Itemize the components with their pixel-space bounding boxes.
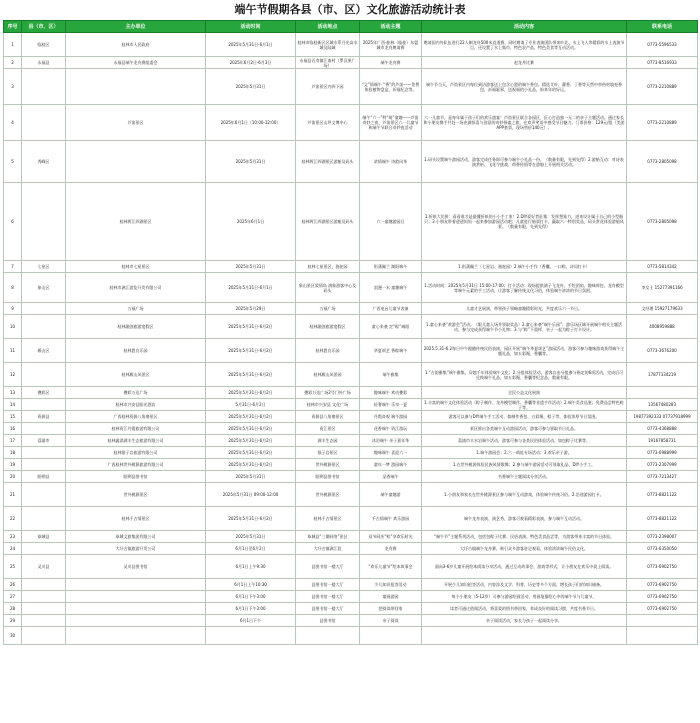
- cell-time: 2025年5月31日-6月2日: [206, 387, 296, 399]
- cell-organizer: 大圩古镇旅游开发公司: [66, 543, 206, 555]
- table-row: [4, 363, 698, 387]
- cell-place: 万福广场: [296, 303, 360, 315]
- cell-organizer: 芦笛景区: [66, 105, 206, 141]
- cell-theme: 轻奢端午 乐享一夏: [360, 399, 422, 411]
- cell-content: 面向3-6岁儿童开展绘本阅读分享活动，通过互动故事会、游戏等形式，让小朋友在欢乐中爱上阅读。: [422, 555, 627, 579]
- cell-time: 2025年5月31日: [206, 531, 296, 543]
- cell-time: 2025年5月31日-6月2日: [206, 507, 296, 531]
- header-content: 活动内容: [422, 21, 627, 33]
- cell-organizer: [66, 603, 206, 615]
- cell-theme: 品香端午: [360, 471, 422, 483]
- table-body: [4, 33, 698, 645]
- cell-place: 桂林千古情景区: [296, 507, 360, 531]
- cell-county: [22, 183, 66, 261]
- cell-phone: 19167858731: [627, 435, 698, 447]
- cell-theme: 丹霞奇观 端午游园: [360, 411, 422, 423]
- cell-place: 桂林市临桂新区区域水系月光岛水域及陆域: [296, 33, 360, 57]
- cell-phone: 0773-2805098: [627, 183, 698, 261]
- table-row: [4, 627, 698, 645]
- cell-theme: 趣味端午 喜迎六一: [360, 447, 422, 459]
- table-row: [4, 603, 698, 615]
- cell-place: 县图书馆一楼大厅: [296, 603, 360, 615]
- cell-content: 亲子阅读活动，家长与孩子一起阅读分享。: [422, 615, 627, 627]
- cell-place: [296, 627, 360, 645]
- cell-phone: 0773-5814342: [627, 261, 698, 273]
- cell-organizer: 恭城文旅集团有限公司: [66, 531, 206, 543]
- cell-county: [22, 615, 66, 627]
- cell-content: “端午节”主题系列活动，包括包粽子比赛、民俗表演、特色美食品尝等，为游客带来丰富的节日体验。: [422, 531, 627, 543]
- cell-theme: 双节同庆“粽”享欢乐时光: [360, 531, 422, 543]
- cell-county: [22, 579, 66, 591]
- cell-organizer: 桂林银子岩旅游有限公司: [66, 447, 206, 459]
- cell-organizer: 阳朔县图书馆: [66, 471, 206, 483]
- cell-time: 2025年5月31日-6月2日: [206, 315, 296, 339]
- table-header-row: [4, 21, 698, 33]
- cell-time: 2025年6月1日（10:00-12:00）: [206, 105, 296, 141]
- cell-content: 邀请国内外队伍进行22人制龙舟500米直道赛，同时邀请了专业表演团队带来叶北、水上飞人等精彩的水上表演节目，还设置了水上集市、特色农产品、特色美食等互动活动。: [422, 33, 627, 57]
- cell-seq: 22: [4, 507, 22, 531]
- cell-county: [22, 603, 66, 615]
- cell-organizer: 桂林融创旅游度假区: [66, 315, 206, 339]
- cell-place: 桂林雁山风景园: [296, 363, 360, 387]
- cell-time: 2025年5月31日: [206, 69, 296, 105]
- cell-theme: 把阅读带回家: [360, 603, 422, 615]
- table-row: [4, 261, 698, 273]
- table-row: [4, 183, 698, 261]
- cell-content: 六一儿童节，是每年属于孩子们的欢乐盛宴！芦笛景区联合各园区，匠心打造独一无二的亲子主题活动。通过家长和小朋友携手共赴一场充满惊喜与创意的奇妙探索之旅，在欢声笑语中感受节日魅力。门票价格：129元/组（美团APP套票，现场售价140元）。: [422, 105, 627, 141]
- cell-time: 2025年5月31日-6月1日: [206, 33, 296, 57]
- cell-theme: 趣味端午 欢动叠彩: [360, 387, 422, 399]
- cell-seq: 5: [4, 141, 22, 183]
- cell-theme: 端午雅集: [360, 363, 422, 387]
- cell-seq: 7: [4, 261, 22, 273]
- cell-county: 恭城县: [22, 531, 66, 543]
- cell-seq: 26: [4, 579, 22, 591]
- cell-place: 桂林愚自乐园: [296, 339, 360, 363]
- cell-content: 1.端午游园会；2.六一萌娃专场活动；3.欢乐亲子游。: [422, 447, 627, 459]
- cell-content: 书香端午主题阅读分享活动。: [422, 471, 627, 483]
- cell-seq: 21: [4, 483, 22, 507]
- cell-seq: 25: [4, 555, 22, 579]
- table-row: [4, 315, 698, 339]
- cell-theme: 花香端午 资江游玩: [360, 423, 422, 435]
- cell-phone: 13567480283: [627, 399, 698, 411]
- cell-organizer: 桂林市人民政府: [66, 33, 206, 57]
- cell-content: 赵龙舟比赛: [422, 57, 627, 69]
- cell-phone: 0773-6902750: [627, 555, 698, 579]
- header-seq: 序号: [4, 21, 22, 33]
- cell-place: 世外桃源景区: [296, 483, 360, 507]
- cell-content: 1.码头设置端午游园活动，游客完成任务即可参与端午小礼品一份。（数量有限，先到先得）2.游船互动：对诗表演赏析、飞花令挑战、荷香传情等在游船上开展相关活动。: [422, 141, 627, 183]
- header-county: 县（市、区）: [22, 21, 66, 33]
- table-row: [4, 339, 698, 363]
- cell-theme: 少儿知识抢答活动: [360, 579, 422, 591]
- cell-time: 6月1日下午3:00: [206, 591, 296, 603]
- cell-seq: 28: [4, 603, 22, 615]
- cell-theme: “欢乐儿童节”绘本故事会: [360, 555, 422, 579]
- cell-content: 每个小朋友（5-12岁）可参与游园绘画活动，用画笔描绘心中的端午节与儿童节。: [422, 591, 627, 603]
- cell-time: 2025年5月31日-6月2日: [206, 435, 296, 447]
- cell-place: 满丰生态园: [296, 435, 360, 447]
- cell-county: [22, 363, 66, 387]
- cell-county: [22, 315, 66, 339]
- cell-seq: 29: [4, 615, 22, 627]
- cell-content: 1.在世外桃源体验民族风情歌舞；2.参与端午游园活动可领取礼品，DIY小手工。: [422, 459, 627, 471]
- cell-organizer: 广西桂林资源八角寨景区: [66, 411, 206, 423]
- cell-place: 县图书馆: [296, 615, 360, 627]
- cell-time: 2025年5月31日-6月2日: [206, 447, 296, 459]
- cell-phone: 0773-6902750: [627, 603, 698, 615]
- cell-theme: 童心来袭 定“粽”端阳: [360, 315, 422, 339]
- cell-organizer: [66, 615, 206, 627]
- cell-theme: [360, 627, 422, 645]
- cell-time: 2025年5月31日-6月2日: [206, 411, 296, 423]
- table-row: [4, 591, 698, 603]
- cell-content: 景区推出各类端午互动游园活动，游客可参与领取节日礼品。: [422, 423, 627, 435]
- cell-place: 桂林两江四湖景区游船及码头: [296, 183, 360, 261]
- cell-organizer: 桂林市漓江游览开发有限公司: [66, 273, 206, 303]
- cell-phone: [627, 387, 698, 399]
- cell-time: 2025年5月31日: [206, 471, 296, 483]
- cell-organizer: 桂林千古情景区: [66, 507, 206, 531]
- cell-seq: 6: [4, 183, 22, 261]
- table-row: [4, 399, 698, 411]
- cell-phone: 0773-4368888: [627, 423, 698, 435]
- cell-organizer: [66, 627, 206, 645]
- cell-place: 银子岩景区: [296, 447, 360, 459]
- cell-seq: 8: [4, 273, 22, 303]
- cell-place: 象山景区爱情岛 漓象游客中心及码头: [296, 273, 360, 303]
- table-row: [4, 411, 698, 423]
- cell-time: 2025年6月2日-6月3日: [206, 57, 296, 69]
- cell-time: 6月1日下午3:00: [206, 603, 296, 615]
- cell-place: 大圩古镇漓江段: [296, 543, 360, 555]
- cell-time: 6月1日上午9:30: [206, 555, 296, 579]
- cell-time: [206, 627, 296, 645]
- cell-place: 芦笛景区山坪文博中心: [296, 105, 360, 141]
- cell-phone: 0773-6988999: [627, 447, 698, 459]
- cell-seq: 23: [4, 531, 22, 543]
- table-row: [4, 531, 698, 543]
- cell-place: 芦笛景区内四下园: [296, 69, 360, 105]
- cell-county: 象山区: [22, 273, 66, 303]
- cell-seq: 20: [4, 471, 22, 483]
- cell-county: [22, 69, 66, 105]
- cell-content: 1.小朋友和家长在世外桃源景区参与端午互动游戏，体验端午传统习俗。2.沿途游园打卡。: [422, 483, 627, 507]
- cell-seq: 2: [4, 57, 22, 69]
- cell-content: 2025.5.31-6.2每日中午跟随传统民俗表演，园区开展“端午华夏颂艺”游园活动，游客可参与趣味游戏获得端午主题礼品，如五彩绳、香囊等。: [422, 339, 627, 363]
- cell-theme: 浓情端午 诗韵风华: [360, 141, 422, 183]
- cell-organizer: 永福县端午龙舟赛组委会: [66, 57, 206, 69]
- cell-time: 2025年5月31日: [206, 141, 296, 183]
- table-row: [4, 507, 698, 531]
- cell-phone: 0773-2805098: [627, 141, 698, 183]
- cell-organizer: 叠彩万达广场: [66, 387, 206, 399]
- cell-content: 开展少儿知识抢答活动，内容涉及文学、科普、历史等多个方面，增长孩子们的知识储备。: [422, 579, 627, 591]
- cell-county: [22, 543, 66, 555]
- cell-seq: 17: [4, 435, 22, 447]
- cell-county: [22, 423, 66, 435]
- cell-place: 县图书馆一楼大厅: [296, 555, 360, 579]
- table-row: [4, 543, 698, 555]
- cell-theme: “文”情端午 “香”约芦笛——免费体验植物盘盒、祈福纪念等。: [360, 69, 422, 105]
- cell-place: 桂林融创旅游度假区: [296, 315, 360, 339]
- cell-theme: 2025年广西·桂林（临桂）东盟城市龙舟邀请赛: [360, 33, 422, 57]
- cell-place: 永福县百寿镇江南村（罗汉果广场）: [296, 57, 360, 69]
- cell-place: 恭城县“三潮同络”景区: [296, 531, 360, 543]
- cell-place: 县图书馆一楼大厅: [296, 591, 360, 603]
- header-place: 活动地点: [296, 21, 360, 33]
- cell-seq: 1: [4, 33, 22, 57]
- cell-content: 1.童心来袭“欢游会”活动。（限儿童入场并领取奖品）2.童心来袭“端午乐园”；游乐场区域开展端午相关主题活动，参与完成获得端午节小礼物；3.与“粽”不重样，亲子一起为粽子打卡设计。: [422, 315, 627, 339]
- cell-time: 6月1日上午10:30: [206, 579, 296, 591]
- cell-county: [22, 627, 66, 645]
- cell-county: [22, 447, 66, 459]
- cell-time: 2025年5月31日: [206, 261, 296, 273]
- cell-seq: 18: [4, 447, 22, 459]
- cell-organizer: 世外桃源景区: [66, 483, 206, 507]
- cell-phone: 0773-8516933: [627, 57, 698, 69]
- cell-place: 叠彩万达广场2号门外广场: [296, 387, 360, 399]
- cell-organizer: 桂林资江丹霞旅游有限公司: [66, 423, 206, 435]
- activity-table: [3, 20, 698, 645]
- cell-seq: 14: [4, 399, 22, 411]
- cell-theme: 衔蒲佩兰 湖阳端午: [360, 261, 422, 273]
- table-row: [4, 105, 698, 141]
- cell-time: 2025年5月29日: [206, 303, 296, 315]
- table-row: [4, 579, 698, 591]
- cell-seq: 24: [4, 543, 22, 555]
- cell-content: 儿童才艺展演，带领孩子领略童趣精彩时光，共度欢乐六一节日。: [422, 303, 627, 315]
- cell-content: 荔浦市丰水岩端午活动，游客可参与各类民俗体验活动，如包粽子比赛等。: [422, 435, 627, 447]
- page-title: 端午节假期各县（市、区）文化旅游活动统计表: [234, 3, 466, 16]
- cell-seq: 13: [4, 387, 22, 399]
- cell-county: [22, 591, 66, 603]
- cell-seq: 11: [4, 339, 22, 363]
- cell-organizer: 桂林市七星景区: [66, 261, 206, 273]
- cell-time: 2025年6月1日: [206, 183, 296, 261]
- cell-content: [422, 627, 627, 645]
- table-row: [4, 273, 698, 303]
- cell-organizer: 桂林市兴安县阳光酒店: [66, 399, 206, 411]
- cell-time: 6月1日至6月2日: [206, 543, 296, 555]
- cell-county: [22, 459, 66, 471]
- cell-place: 世外桃源景区: [296, 459, 360, 471]
- table-row: [4, 303, 698, 315]
- cell-content: 1.衔蒲佩兰（七星岩、骆驼园）2.端午小手作（香囊、一口粽、诗词打卡）: [422, 261, 627, 273]
- cell-phone: 0773-6350050: [627, 543, 698, 555]
- cell-seq: 30: [4, 627, 22, 645]
- table-row: [4, 435, 698, 447]
- cell-organizer: [66, 69, 206, 105]
- cell-county: [22, 507, 66, 531]
- cell-place: 资源县八角寨景区: [296, 411, 360, 423]
- cell-seq: 27: [4, 591, 22, 603]
- cell-time: 5月31日-6月2日: [206, 399, 296, 411]
- cell-county: 七星区: [22, 261, 66, 273]
- cell-seq: 4: [4, 105, 22, 141]
- cell-county: 灵川县: [22, 555, 66, 579]
- cell-county: 秀峰区: [22, 141, 66, 183]
- cell-county: 叠彩区: [22, 387, 66, 399]
- cell-county: [22, 399, 66, 411]
- cell-organizer: [66, 141, 206, 183]
- cell-phone: 0773-6902750: [627, 579, 698, 591]
- cell-organizer: 桂林雁山风景区: [66, 363, 206, 387]
- cell-phone: [627, 627, 698, 645]
- cell-phone: 李女士 15277391166: [627, 273, 698, 303]
- table-row: [4, 483, 698, 507]
- table-row: [4, 423, 698, 435]
- cell-seq: 12: [4, 363, 22, 387]
- cell-place: 资江景区: [296, 423, 360, 435]
- cell-place: 桂林七星景区，骆驼园: [296, 261, 360, 273]
- cell-phone: 0773-5596533: [627, 33, 698, 57]
- cell-theme: 亲子阅读: [360, 615, 422, 627]
- cell-county: 雁山区: [22, 339, 66, 363]
- cell-place: 阳朔县图书馆: [296, 471, 360, 483]
- cell-place: 桂林市兴安县 文化广场: [296, 399, 360, 411]
- cell-theme: 童画游园: [360, 591, 422, 603]
- cell-theme: 华夏颂艺 香粽端午: [360, 339, 422, 363]
- cell-time: 2025年5月31日-6月1日: [206, 273, 296, 303]
- table-row: [4, 141, 698, 183]
- cell-time: 2025年5月31日 09:00-12:00: [206, 483, 296, 507]
- table-row: [4, 447, 698, 459]
- cell-phone: [627, 615, 698, 627]
- table-row: [4, 615, 698, 627]
- table-row: [4, 459, 698, 471]
- table-row: [4, 69, 698, 105]
- cell-county: [22, 105, 66, 141]
- cell-organizer: 桂林愚自乐园: [66, 339, 206, 363]
- cell-content: 1.“古韵雅集”端午雅集，穿越千年体验端午文化；2.分组体验活动，游客自由分组参与指定的6项活动，完成后可兑换端午礼品，如五彩绳、香囊等纪念品，数量有限。: [422, 363, 627, 387]
- cell-county: 荔浦市: [22, 435, 66, 447]
- header-time: 活动时间: [206, 21, 296, 33]
- cell-seq: 19: [4, 459, 22, 471]
- cell-seq: 10: [4, 315, 22, 339]
- cell-place: 县图书馆一楼大厅: [296, 579, 360, 591]
- cell-phone: 0773-8821122: [627, 483, 698, 507]
- cell-organizer: [66, 579, 206, 591]
- cell-phone: 文经理 15927179633: [627, 303, 698, 315]
- cell-county: 永福县: [22, 57, 66, 69]
- table-row: [4, 471, 698, 483]
- cell-time: 2025年5月31日-6月2日: [206, 423, 296, 435]
- cell-theme: 童年一梦 游园端午: [360, 459, 422, 471]
- cell-content: 读者可通过借阅活动，将喜爱的图书带回家，养成良好的阅读习惯，共度书香节日。: [422, 603, 627, 615]
- cell-content: 1.丰富的端午文化体验活动（粽子制作、龙舟模型制作、香囊等非遗手作活动）2.端午美食品鉴；免费品尝特色粽子等。: [422, 399, 627, 411]
- cell-theme: 浪漫一水 童趣端午: [360, 273, 422, 303]
- cell-county: 阳朔县: [22, 471, 66, 483]
- cell-theme: 六一童趣游园日: [360, 183, 422, 261]
- cell-seq: 9: [4, 303, 22, 315]
- table-row: [4, 57, 698, 69]
- cell-content: 端午节当天，芦笛景区内每位到访游客送上包含心愿的端午香包。精选艾叶、藿香、丁香等天然中草药材填充香包，祈福驱邪，送祝福的小礼品，盼来年的好运。: [422, 69, 627, 105]
- cell-theme: 广西电台儿童节表演: [360, 303, 422, 315]
- cell-time: 2025年5月31日-6月2日: [206, 459, 296, 471]
- cell-phone: 19877392333 07737918999: [627, 411, 698, 423]
- cell-phone: 0773-3676200: [627, 339, 698, 363]
- table-row: [4, 555, 698, 579]
- cell-county: 资源县: [22, 411, 66, 423]
- cell-organizer: [66, 591, 206, 603]
- cell-theme: 端午龙舟赛: [360, 57, 422, 69]
- cell-theme: 沐浴端午 亲子嘉年华: [360, 435, 422, 447]
- header-organizer: 主办单位: [66, 21, 206, 33]
- cell-county: [22, 483, 66, 507]
- cell-phone: 0773-2210889: [627, 105, 698, 141]
- cell-content: 端午龙舟表演、演艺秀，游客可观看精彩表演，参与端午互动活动。: [422, 507, 627, 531]
- cell-phone: 0773-6902750: [627, 591, 698, 603]
- cell-phone: 0773-2398007: [627, 531, 698, 543]
- cell-content: 1.折纸大比拼：看看谁才是最懂折纸的小小手工家！2.DIY爱好者征集：发挥想象力，进来设计属于自己的小型船只；3.小朋友带着爸爸妈妈一起来参加游园活动吧；儿童进行船票打卡，赢取六一特别奖品，码头赏花体验游船风景。（数量有限，先到先得）: [422, 183, 627, 261]
- cell-organizer: 灵川县图书馆: [66, 555, 206, 579]
- cell-time: 2025年5月31日-6月2日: [206, 363, 296, 387]
- table-row: [4, 33, 698, 57]
- cell-organizer: 万福广场: [66, 303, 206, 315]
- cell-time: 2025年5月31日-6月2日: [206, 339, 296, 363]
- cell-content: 大圩古镇端午龙舟赛，吸引众多游客驻足观看，体验浓浓端午民俗文化。: [422, 543, 627, 555]
- cell-content: 游客可以参与DIY端午手工活动，如制作香包、五彩绳、粽子等，体验浓厚节日氛围。: [422, 411, 627, 423]
- cell-county: [22, 303, 66, 315]
- cell-phone: 0773-8821122: [627, 507, 698, 531]
- cell-phone: 0773-7213427: [627, 471, 698, 483]
- cell-phone: 4008959888: [627, 315, 698, 339]
- cell-theme: 龙舟赛: [360, 543, 422, 555]
- cell-theme: 端午童趣游: [360, 483, 422, 507]
- cell-phone: 0773-2210889: [627, 69, 698, 105]
- cell-time: 6月1日下午: [206, 615, 296, 627]
- cell-theme: 千古情端午 欢乐游园: [360, 507, 422, 531]
- cell-organizer: 桂林两江四湖景区: [66, 183, 206, 261]
- cell-phone: 17877334219: [627, 363, 698, 387]
- cell-seq: 15: [4, 411, 22, 423]
- cell-theme: 端午“六一”特“萌”童趣——芦笛奇妙之夜，芦笛景区六一儿童节和端午节联合奇妙夜活动: [360, 105, 422, 141]
- header-theme: 活动主题: [360, 21, 422, 33]
- cell-place: 桂林两江四湖景区游船及码头: [296, 141, 360, 183]
- cell-content: 全民公益文化展演: [422, 387, 627, 399]
- header-phone: 联系电话: [627, 21, 698, 33]
- cell-seq: 16: [4, 423, 22, 435]
- cell-organizer: 桂林鑫淇满丰生态旅游有限公司: [66, 435, 206, 447]
- table-row: [4, 387, 698, 399]
- cell-county: 临桂区: [22, 33, 66, 57]
- cell-organizer: 广西桂林世外桃源旅游有限公司: [66, 459, 206, 471]
- cell-seq: 3: [4, 69, 22, 105]
- cell-phone: 0773-2307999: [627, 459, 698, 471]
- cell-content: 1.活动时间：2025年5月31日 15:00-17:00；打卡活动：现场提供漓子飞龙舟、手绘团扇、趣味荷包、龙舟模型等端午元素的手工活动，让游客了解传统文化习俗，体验端午浓浓的节日氛围。: [422, 273, 627, 303]
